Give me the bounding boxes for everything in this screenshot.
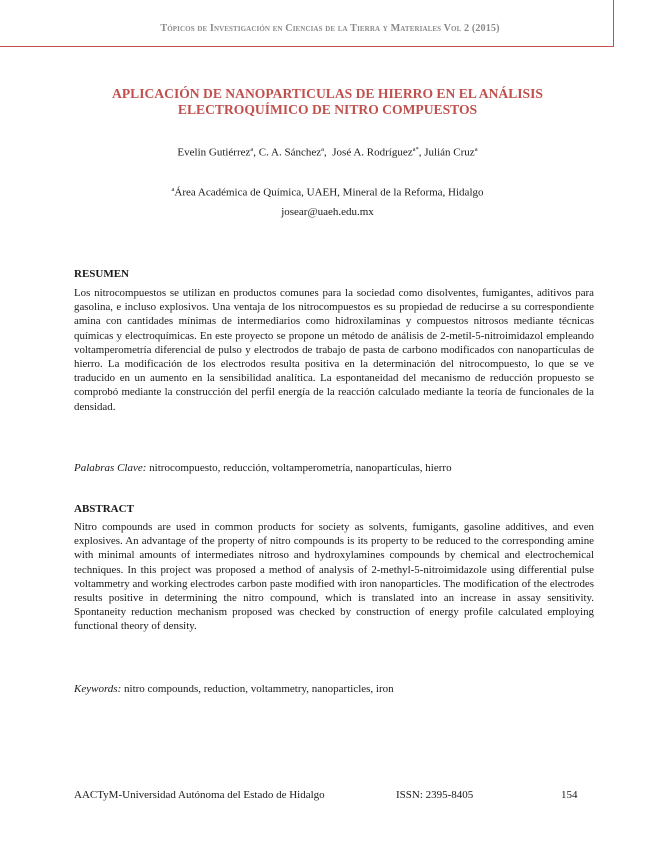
page-number: 154 [561,789,578,801]
author-mark: a* [412,146,419,153]
author-name: José A. Rodríguez [332,146,413,159]
author-email: josear@uaeh.edu.mx [281,206,374,218]
author-name: Julián Cruz [424,146,475,159]
keywords-text: nitro compounds, reduction, voltammetry, nanoparticles, iron [124,683,394,695]
author-name: Evelin Gutiérrez [177,146,251,159]
author-name: C. A. Sánchez [258,146,322,159]
abstract-text: Nitro compounds are used in common products for society as solvents, fumigants, gasoline additives, and even explosives. An advantage of the property of nitro compounds is its property to be reduced to the corresponding amine with minimal amounts of intermediates nitroso and hydroxylamines compounds by chemical and electrochemical techniques. In this project was proposed a method of analysis of 2-methyl-5-nitroimidazole using differential pulse voltammetry and working electrodes carbon paste modified with iron nanoparticles. The modification of the electrodes results positive in determining the nitro compound, which is translated into an increase in assay sensitivity. Spontaneity reduction mechanism proposed was checked by construction of energy profile calculated employing functional theory of density. [74,521,594,633]
title-line-2: ELECTROQUÍMICO DE NITRO COMPUESTOS [177,102,478,117]
resumen-heading: RESUMEN [74,268,130,280]
author-mark: a [474,146,478,153]
paper-title [50,86,605,118]
title-line-1: APLICACIÓN DE NANOPARTICULAS DE HIERRO EN EL ANÁLISIS [112,86,543,101]
footer-publisher: AACTyM-Universidad Autónoma del Estado de Hidalgo [74,789,325,801]
affiliation [40,186,615,199]
author-mark: a [250,146,254,153]
affiliation-mark: a [171,186,175,193]
keywords-label: Keywords: [74,683,122,695]
palabras-clave-label: Palabras Clave: [74,462,147,474]
author-list: Evelin Gutiérrez$^a$, C. A. Sánchez$^a$, José A. Rodríguez$^{a*}$, Julián Cruz$^a$ [177,146,478,159]
footer-issn: ISSN: 2395-8405 [396,789,474,801]
header-rule-horizontal [0,46,614,47]
journal-header: Tópicos de Investigación en Ciencias de la Tierra y Materiales Vol 2 (2015) [160,23,500,34]
affiliation-text: Área Académica de Química, UAEH, Mineral de la Reforma, Hidalgo [174,186,484,199]
keywords [74,683,614,695]
palabras-clave [74,462,614,474]
resumen-text: Los nitrocompuestos se utilizan en productos comunes para la sociedad como disolventes, fumigantes, aditivos para gasolina, e incluso explosivos. Una ventaja de los nitrocompuestos es su propiedad de reducirse a su correspondiente amina con cantidades mínimas de intermediarios como hidroxilaminas y compuestos nitrosos mediante técnicas químicas y electroquímicas. En este proyecto se propone un método de análisis de 2-metil-5-nitroimidazol empleando voltamperometría diferencial de pulso y electrodos de trabajo de pasta de carbono modificados con nanopartículas de hierro. La modificación de los electrodos resulta positiva en la determinación del nitrocompuesto, lo que se ve traducido en un aumento en la sensibilidad analítica. La espontaneidad del mecanismo de reducción propuesto se comprobó mediante la construcción del perfil energía de la reacción calculado mediante la teoría de funcionales de la densidad. [74,287,594,413]
author-mark: a [321,146,325,153]
palabras-clave-text: nitrocompuesto, reducción, voltamperometría, nanopartículas, hierro [149,462,452,474]
header-rule-vertical [613,0,614,46]
abstract-heading: ABSTRACT [74,503,134,515]
